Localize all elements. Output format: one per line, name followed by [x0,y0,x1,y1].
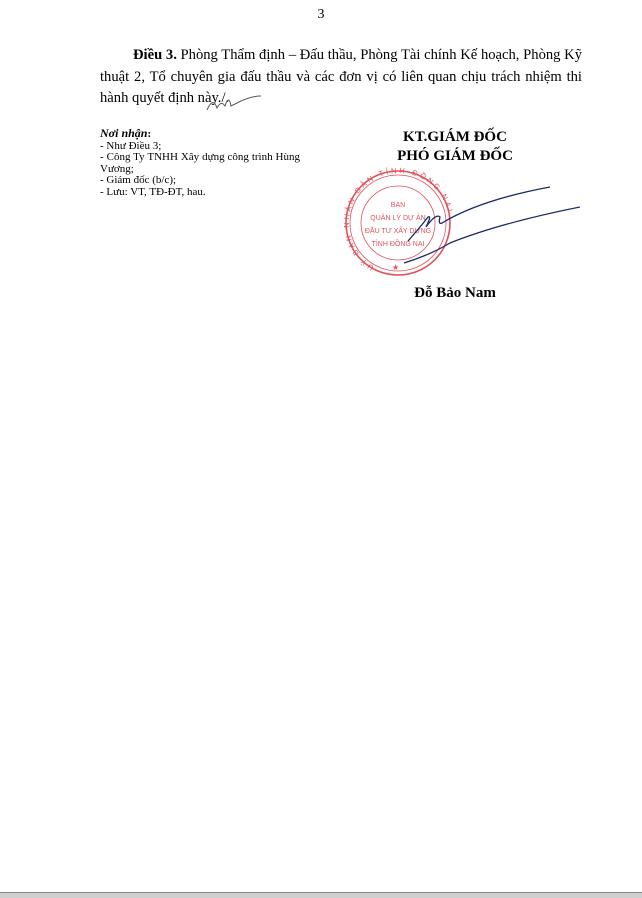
recipient-item: - Lưu: VT, TĐ-ĐT, hau. [100,185,206,198]
article-3-paragraph [100,45,582,110]
page-number: 3 [317,7,325,22]
seal-line: QUẢN LÝ DỰ ÁN [370,215,426,222]
article-label: Điều 3. [133,47,177,63]
seal-line: TỈNH ĐỒNG NAI [371,241,425,248]
recipients-colon: : [147,128,152,140]
article-text: Phòng Thẩm định – Đấu thầu, Phòng Tài chính Kế hoạch, Phòng Kỹ thuật 2, Tổ chuyên gia đấu thầu và các đơn vị có liên quan chịu trách nhiệm thi hành quyết định này./. [100,47,582,106]
recipient-item: - Giám đốc (b/c); [100,174,177,187]
signature-title-line1: KT.GIÁM ĐỐC [403,129,507,145]
seal-line: BAN [390,202,406,209]
recipient-item: - Như Điều 3; [100,139,162,152]
signer-name: Đỗ Bảo Nam [414,285,496,301]
signature-stroke [404,207,580,263]
recipients-title: Nơi nhận [100,126,148,140]
recipients-block [100,128,300,199]
seal-star-icon: ★ [392,263,400,272]
page-bottom-edge [0,892,642,898]
recipient-item: - Công Ty TNHH Xây dựng công trình Hùng Vương; [100,151,300,175]
signature-title-line2: PHÓ GIÁM ĐỐC [397,148,513,164]
seal-line: ĐẦU TƯ XÂY DỰNG [364,228,432,235]
initial-scribble [205,92,265,114]
seal-ring-text: UỶ BAN NHÂN DÂN TỈNH ĐỒNG NAI [341,165,456,273]
signature-title [355,128,555,166]
official-seal [340,165,580,280]
